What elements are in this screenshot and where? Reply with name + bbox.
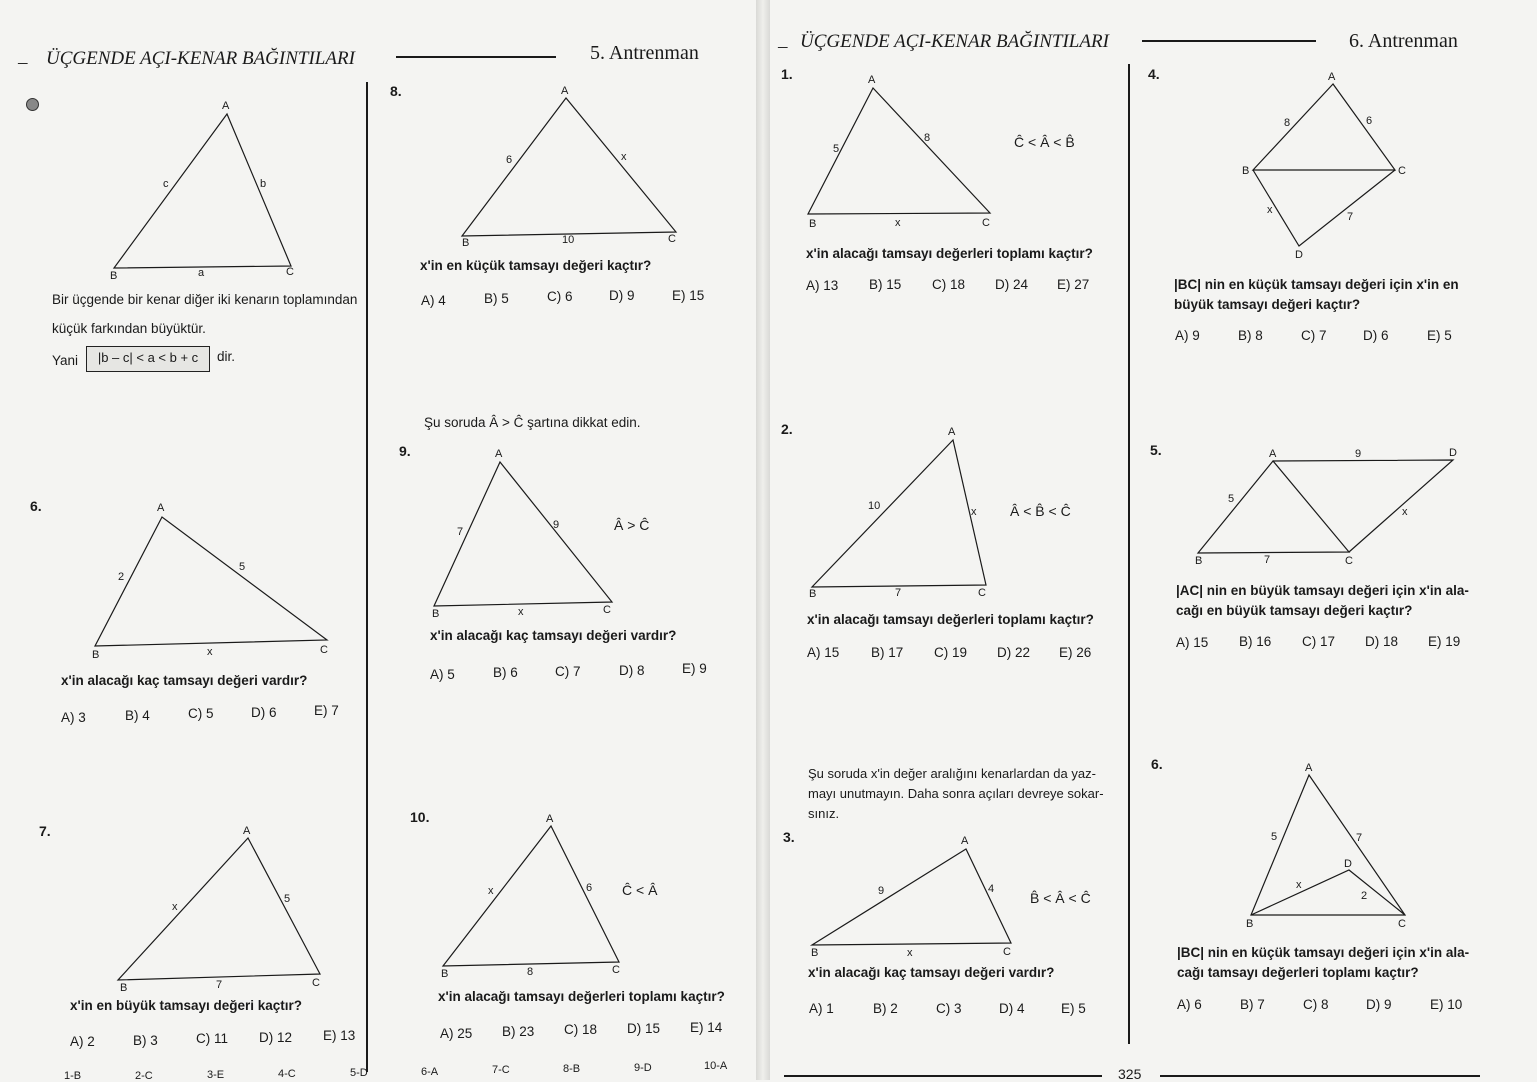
- r-q2-option-b[interactable]: B) 17: [871, 645, 904, 660]
- r-q2-option-e[interactable]: E) 26: [1059, 645, 1092, 660]
- r-q3-vertex-b: B: [811, 947, 819, 959]
- r-q2-vertex-b: B: [809, 588, 817, 600]
- r-q4-option-a[interactable]: A) 9: [1175, 328, 1200, 343]
- r-q3-vertex-a: A: [961, 835, 969, 847]
- left-header-rule: [396, 56, 556, 58]
- r-q6-number: 6.: [1151, 756, 1163, 772]
- q7-number: 7.: [39, 823, 51, 839]
- q8-text: x'in en küçük tamsayı değeri kaçtır?: [420, 258, 652, 273]
- info-vertex-a: A: [222, 100, 230, 112]
- q9-option-c[interactable]: C) 7: [555, 664, 581, 679]
- r-q5-option-d[interactable]: D) 18: [1365, 634, 1399, 649]
- r-q1-vertex-a: A: [868, 74, 876, 86]
- r-q4-option-d[interactable]: D) 6: [1363, 328, 1389, 343]
- r-q2-vertex-c: C: [978, 587, 986, 599]
- q8-side-bc: 10: [562, 234, 575, 246]
- r-q4-vertex-b: B: [1242, 165, 1250, 177]
- r-q3-note-1: Şu soruda x'in değer aralığını kenarlardan da yaz-: [808, 766, 1096, 781]
- r-q5-vertex-a: A: [1269, 448, 1277, 460]
- q6-option-b[interactable]: B) 4: [125, 708, 150, 723]
- q7-side-ac: 5: [284, 893, 291, 905]
- r-q4-option-e[interactable]: E) 5: [1427, 328, 1452, 343]
- q10-condition: Ĉ < Â: [622, 882, 658, 898]
- r-q1-text: x'in alacağı tamsayı değerleri toplamı kaçtır?: [806, 246, 1093, 261]
- q10-number: 10.: [410, 809, 430, 825]
- info-side-a: a: [198, 267, 205, 279]
- q9-option-b[interactable]: B) 6: [493, 665, 518, 680]
- answer-key-9: 9-D: [634, 1062, 652, 1074]
- r-q5-text-2: cağı en büyük tamsayı değeri kaçtır?: [1176, 603, 1413, 618]
- q8-option-b[interactable]: B) 5: [484, 291, 509, 306]
- answer-key-3: 3-E: [207, 1069, 225, 1081]
- answer-key-2: 2-C: [135, 1070, 153, 1082]
- q8-option-e[interactable]: E) 15: [672, 288, 705, 303]
- q8-side-ac: x: [621, 151, 627, 163]
- q10-option-e[interactable]: E) 14: [690, 1020, 723, 1035]
- r-q6-side-ac: 7: [1356, 832, 1363, 844]
- q8-number: 8.: [390, 83, 402, 99]
- r-q2-side-ab: 10: [868, 500, 881, 512]
- r-q1-option-c[interactable]: C) 18: [932, 277, 966, 292]
- r-q1-vertex-b: B: [809, 218, 817, 230]
- answer-key-7: 7-C: [492, 1064, 510, 1076]
- q10-option-a[interactable]: A) 25: [440, 1026, 473, 1041]
- q7-side-ab: x: [172, 901, 178, 913]
- q10-option-d[interactable]: D) 15: [627, 1021, 661, 1036]
- q6-option-a[interactable]: A) 3: [61, 710, 86, 725]
- q6-vertex-c: C: [320, 644, 328, 656]
- r-q1-option-b[interactable]: B) 15: [869, 277, 902, 292]
- r-q5-side-cd: x: [1402, 506, 1408, 518]
- r-q1-side-ac: 8: [924, 132, 931, 144]
- r-q3-note-2: mayı unutmayın. Daha sonra açıları devreye sokar-: [808, 786, 1104, 801]
- r-q3-text: x'in alacağı kaç tamsayı değeri vardır?: [808, 965, 1055, 980]
- right-header-rule: [1142, 40, 1316, 42]
- r-q5-vertex-b: B: [1195, 555, 1203, 567]
- r-q2-side-bc: 7: [895, 587, 902, 599]
- q6-side-bc: x: [207, 646, 213, 658]
- r-q3-vertex-c: C: [1003, 946, 1011, 958]
- q7-option-c[interactable]: C) 11: [196, 1031, 229, 1046]
- info-vertex-b: B: [110, 270, 118, 282]
- r-q3-note-3: sınız.: [808, 806, 840, 821]
- r-q5-side-bc: 7: [1264, 554, 1271, 566]
- q9-vertex-b: B: [432, 608, 440, 620]
- q6-text: x'in alacağı kaç tamsayı değeri vardır?: [61, 673, 308, 688]
- r-q3-option-a[interactable]: A) 1: [809, 1001, 834, 1016]
- q9-side-ab: 7: [457, 526, 464, 538]
- q6-option-e[interactable]: E) 7: [314, 703, 339, 718]
- r-q5-option-c[interactable]: C) 17: [1302, 634, 1336, 649]
- r-q1-number: 1.: [781, 66, 793, 82]
- answer-key-1: 1-B: [64, 1070, 82, 1082]
- right-section-title: 6. Antrenman: [1349, 30, 1458, 52]
- q7-vertex-c: C: [312, 977, 320, 989]
- r-q6-option-a[interactable]: A) 6: [1177, 997, 1202, 1012]
- right-header-title: ÜÇGENDE AÇI-KENAR BAĞINTILARI: [800, 31, 1109, 52]
- r-q6-side-ab: 5: [1271, 831, 1278, 843]
- q8-option-c[interactable]: C) 6: [547, 289, 573, 304]
- r-q6-vertex-b: B: [1246, 918, 1254, 930]
- q10-text: x'in alacağı tamsayı değerleri toplamı kaçtır?: [438, 989, 725, 1004]
- q8-option-d[interactable]: D) 9: [609, 288, 635, 303]
- left-header-dash: –: [18, 52, 28, 73]
- r-q3-side-ac: 4: [988, 883, 995, 895]
- right-column-divider: [1128, 64, 1130, 1044]
- info-vertex-c: C: [286, 266, 294, 278]
- r-q6-figure: [0, 0, 1, 1]
- q9-vertex-a: A: [495, 448, 503, 460]
- q10-option-c[interactable]: C) 18: [564, 1022, 598, 1037]
- q7-option-e[interactable]: E) 13: [323, 1028, 356, 1043]
- r-q3-condition: B̂ < Â < Ĉ: [1030, 890, 1091, 906]
- q9-number: 9.: [399, 443, 411, 459]
- q9-side-bc: x: [518, 606, 524, 618]
- r-q4-text-1: |BC| nin en küçük tamsayı değeri için x'in en: [1174, 277, 1459, 292]
- q10-option-b[interactable]: B) 23: [502, 1024, 535, 1039]
- r-q1-side-bc: x: [895, 217, 901, 229]
- q9-condition: Â > Ĉ: [614, 517, 650, 533]
- r-q2-number: 2.: [781, 421, 793, 437]
- right-header-dash: –: [778, 36, 788, 57]
- r-q4-option-b[interactable]: B) 8: [1238, 328, 1263, 343]
- q9-side-ac: 9: [553, 519, 560, 531]
- q8-vertex-b: B: [462, 237, 470, 249]
- r-q6-text-2: cağı tamsayı değerleri toplamı kaçtır?: [1177, 965, 1419, 980]
- r-q2-condition: Â < B̂ < Ĉ: [1010, 503, 1071, 519]
- q10-vertex-c: C: [612, 964, 620, 976]
- r-q2-text: x'in alacağı tamsayı değerleri toplamı kaçtır?: [807, 612, 1094, 627]
- r-q3-option-b[interactable]: B) 2: [873, 1001, 898, 1016]
- r-q3-option-c[interactable]: C) 3: [936, 1001, 962, 1016]
- r-q5-number: 5.: [1150, 442, 1162, 458]
- q6-number: 6.: [30, 498, 42, 514]
- footer-rule-left: [784, 1075, 1102, 1077]
- r-q6-text-1: |BC| nin en küçük tamsayı değeri için x'in ala-: [1177, 945, 1470, 960]
- q7-side-bc: 7: [216, 979, 223, 991]
- page-number: 325: [1118, 1066, 1142, 1082]
- r-q1-condition: Ĉ < Â < B̂: [1014, 134, 1075, 150]
- r-q1-vertex-c: C: [982, 217, 990, 229]
- info-formula-box: |b – c| < a < b + c: [86, 346, 210, 372]
- page-gutter: [756, 0, 770, 1080]
- r-q3-side-ab: 9: [878, 885, 885, 897]
- r-q5-option-e[interactable]: E) 19: [1428, 634, 1461, 649]
- r-q6-side-bd: x: [1296, 879, 1302, 891]
- q9-option-e[interactable]: E) 9: [682, 661, 707, 676]
- answer-key-5: 5-D: [350, 1067, 368, 1079]
- q9-text: x'in alacağı kaç tamsayı değeri vardır?: [430, 628, 677, 643]
- r-q1-option-d[interactable]: D) 24: [995, 277, 1029, 292]
- q6-vertex-b: B: [92, 649, 100, 661]
- r-q6-side-dc: 2: [1361, 890, 1368, 902]
- r-q4-side-bd: x: [1267, 204, 1273, 216]
- answer-key-6: 6-A: [421, 1066, 439, 1078]
- r-q5-option-b[interactable]: B) 16: [1239, 634, 1272, 649]
- r-q6-vertex-d: D: [1344, 858, 1352, 870]
- r-q2-option-d[interactable]: D) 22: [997, 645, 1031, 660]
- q10-side-ac: 6: [586, 882, 593, 894]
- r-q2-option-c[interactable]: C) 19: [934, 645, 968, 660]
- q7-option-d[interactable]: D) 12: [259, 1030, 293, 1045]
- r-q3-option-e[interactable]: E) 5: [1061, 1001, 1086, 1016]
- r-q2-side-ac: x: [971, 506, 977, 518]
- q8-side-ab: 6: [506, 154, 513, 166]
- r-q6-option-b[interactable]: B) 7: [1240, 997, 1265, 1012]
- q6-vertex-a: A: [157, 502, 165, 514]
- answer-key-4: 4-C: [278, 1068, 296, 1080]
- q9-vertex-c: C: [603, 604, 611, 616]
- q6-option-c[interactable]: C) 5: [188, 706, 214, 721]
- r-q5-text-1: |AC| nin en büyük tamsayı değeri için x'in ala-: [1176, 583, 1469, 598]
- q6-option-d[interactable]: D) 6: [251, 705, 277, 720]
- r-q2-vertex-a: A: [948, 426, 956, 438]
- left-header-title: ÜÇGENDE AÇI-KENAR BAĞINTILARI: [46, 48, 355, 69]
- r-q6-vertex-c: C: [1398, 918, 1406, 930]
- q9-option-a[interactable]: A) 5: [430, 667, 455, 682]
- r-q3-side-bc: x: [907, 947, 913, 959]
- info-side-b: b: [260, 178, 267, 190]
- r-q4-option-c[interactable]: C) 7: [1301, 328, 1327, 343]
- q6-side-ab: 2: [118, 571, 125, 583]
- q10-side-bc: 8: [527, 966, 534, 978]
- r-q6-option-d[interactable]: D) 9: [1366, 997, 1392, 1012]
- q9-note: Şu soruda Â > Ĉ şartına dikkat edin.: [424, 415, 641, 430]
- r-q4-vertex-d: D: [1295, 249, 1303, 261]
- r-q6-option-e[interactable]: E) 10: [1430, 997, 1463, 1012]
- answer-key-8: 8-B: [563, 1063, 581, 1075]
- footer-rule-right: [1160, 1075, 1480, 1077]
- left-section-title: 5. Antrenman: [590, 42, 699, 64]
- r-q1-option-a[interactable]: A) 13: [806, 278, 839, 293]
- r-q5-vertex-d: D: [1449, 447, 1457, 459]
- r-q3-option-d[interactable]: D) 4: [999, 1001, 1025, 1016]
- r-q4-number: 4.: [1148, 66, 1160, 82]
- info-text-1: Bir üçgende bir kenar diğer iki kenarın toplamından: [52, 292, 358, 307]
- r-q4-text-2: büyük tamsayı değeri kaçtır?: [1174, 297, 1361, 312]
- r-q4-side-cd: 7: [1347, 211, 1354, 223]
- r-q4-vertex-c: C: [1398, 165, 1406, 177]
- info-dir: dir.: [217, 349, 236, 364]
- r-q4-side-ac: 6: [1366, 115, 1373, 127]
- q8-vertex-a: A: [561, 85, 569, 97]
- r-q4-vertex-a: A: [1328, 71, 1336, 83]
- r-q5-vertex-c: C: [1345, 555, 1353, 567]
- q7-vertex-a: A: [243, 825, 251, 837]
- r-q4-side-ab: 8: [1284, 117, 1291, 129]
- info-bullet-icon: [26, 98, 39, 111]
- q6-side-ac: 5: [239, 561, 246, 573]
- r-q1-side-ab: 5: [833, 143, 840, 155]
- q7-text: x'in en büyük tamsayı değeri kaçtır?: [70, 998, 303, 1013]
- r-q5-option-a[interactable]: A) 15: [1176, 635, 1209, 650]
- info-side-c: c: [163, 178, 169, 190]
- r-q3-number: 3.: [783, 829, 795, 845]
- q7-option-b[interactable]: B) 3: [133, 1033, 158, 1048]
- info-text-2: küçük farkından büyüktür.: [52, 321, 206, 336]
- q10-side-ab: x: [488, 885, 494, 897]
- r-q1-option-e[interactable]: E) 27: [1057, 277, 1090, 292]
- r-q2-option-a[interactable]: A) 15: [807, 645, 840, 660]
- q10-vertex-b: B: [441, 968, 449, 980]
- r-q6-option-c[interactable]: C) 8: [1303, 997, 1329, 1012]
- r-q5-side-ad: 9: [1355, 448, 1362, 460]
- r-q5-side-ab: 5: [1228, 493, 1235, 505]
- answer-key-10: 10-A: [704, 1060, 728, 1072]
- q8-vertex-c: C: [668, 233, 676, 245]
- left-column-divider: [366, 82, 368, 1072]
- r-q6-vertex-a: A: [1305, 762, 1313, 774]
- q10-vertex-a: A: [546, 813, 554, 825]
- q7-vertex-b: B: [120, 982, 128, 994]
- q7-option-a[interactable]: A) 2: [70, 1034, 95, 1049]
- q9-option-d[interactable]: D) 8: [619, 663, 645, 678]
- q8-option-a[interactable]: A) 4: [421, 293, 446, 308]
- info-yani: Yani: [52, 353, 79, 368]
